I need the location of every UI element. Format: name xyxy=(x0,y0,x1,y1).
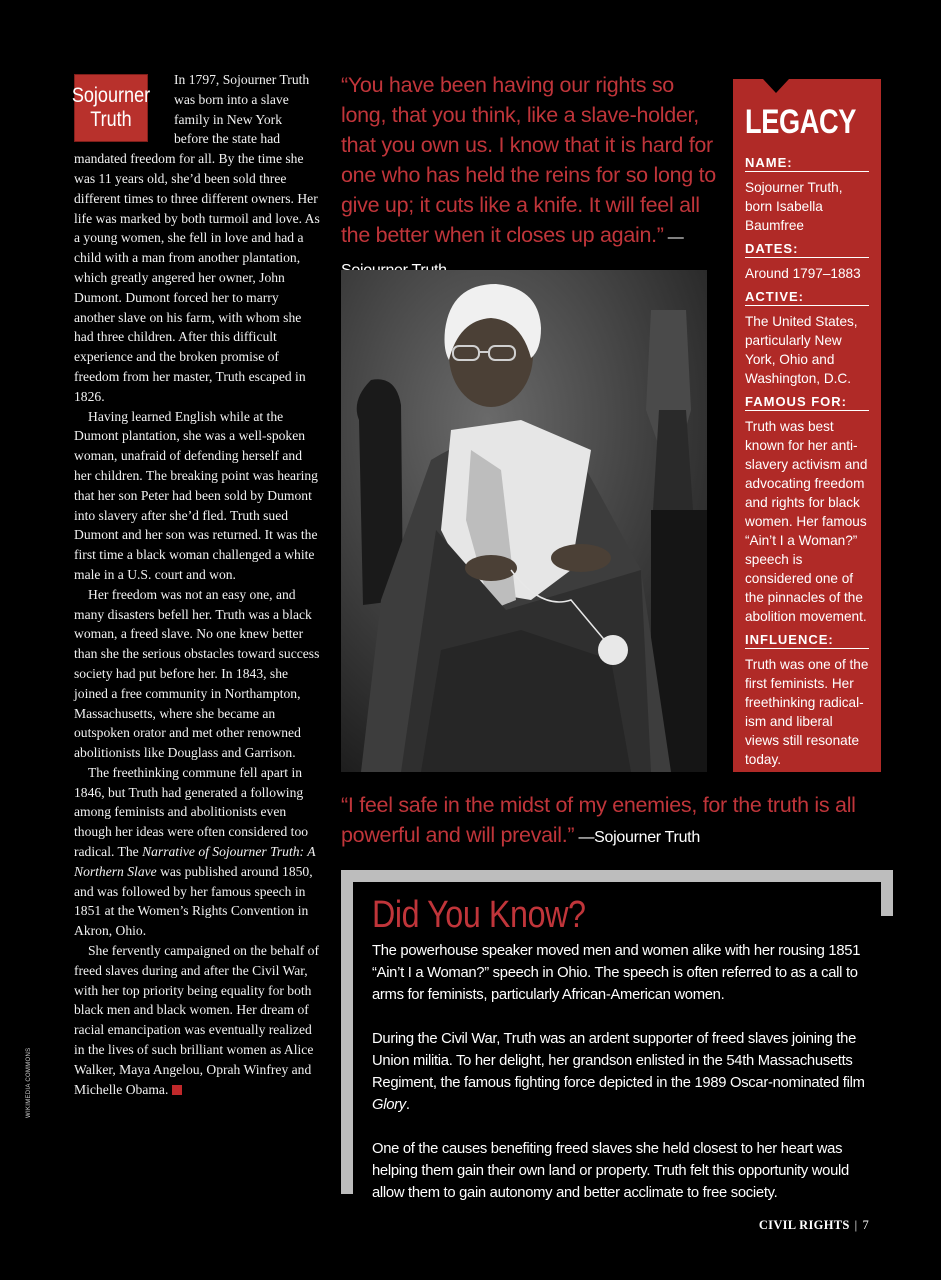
portrait-illustration xyxy=(341,270,707,772)
p4-text: was published around 1850, and was followed by her famous speech in 1851 at the Women’s Rights Convention in Akron, Ohio. xyxy=(74,863,313,939)
dyk-paragraph xyxy=(372,1028,877,1116)
legacy-label-influence: INFLUENCE: xyxy=(745,632,869,649)
dyk-text: . xyxy=(405,1097,410,1113)
article-paragraph: Having learned English while at the Dumont plantation, she was a well-spoken woman, unafraid of defending herself and her children. The breaking point was hearing that her son Peter had been sold by Dumont into slavery after she’d fled. Truth sued Dumont and her son was returned. It was the first time a black woman challenged a white male in a U.S. court and won. xyxy=(74,408,318,582)
article-paragraph: In 1797, Sojourner Truth was born into a slave family in New York before the state had mandated freedom for all. By the time she was 11 years old, she’d been sold three different times to three different owners. Her life was marked by both turmoil and love. As a young women, she fell in love and had a child with a man from another plantation, which greatly angered her owner, John Dumont. Dumont forced her to marry another slave on his farm, with whom she had three children. After this difficult experience and the broken promise of freedom from her master, Truth escaped in 1826. xyxy=(74,72,320,404)
did-you-know-box xyxy=(372,890,877,1204)
legacy-notch xyxy=(763,79,789,93)
pull-quote-2 xyxy=(341,790,901,853)
quote-attribution: — xyxy=(667,229,684,246)
page-number: 7 xyxy=(862,1218,869,1232)
legacy-sidebar xyxy=(733,79,881,772)
end-mark-icon xyxy=(172,1085,182,1095)
book-title: Narrative of Sojourner Truth: A Northern Slave xyxy=(74,844,316,879)
quote-text: “I feel safe in the midst of my enemies, for the truth is all powerful and will prevail.” xyxy=(341,793,856,847)
legacy-value-active: The United States, particularly New York, Ohio and Washington, D.C. xyxy=(745,314,858,386)
legacy-title: LEGACY xyxy=(745,103,856,141)
legacy-value-dates: Around 1797–1883 xyxy=(745,266,861,281)
footer-section: CIVIL RIGHTS xyxy=(758,1218,850,1232)
dyk-paragraph: The powerhouse speaker moved men and women alike with her rousing 1851 “Ain’t I a Woman?” speech in Ohio. The speech is often referred to as a call to arms for feminists, particularly African-American women. xyxy=(372,943,861,1003)
p4-text: The freethinking commune fell apart in 1846, but Truth had generated a following among feminists and abolitionists even though her ideas were often considered too radical. The xyxy=(74,764,309,860)
article-paragraph xyxy=(74,941,320,1099)
dyk-paragraph: One of the causes benefiting freed slaves she held closest to her heart was helping them gain their own land or property. Truth felt this opportunity would allow them to gain autonomy and better acclimate to free society. xyxy=(372,1141,849,1201)
legacy-value-famous: Truth was best known for her anti-slavery activism and advocating freedom and rights for black women. Her famous “Ain’t I a Woman?” speech is considered one of the pinnacles of the abolition movement. xyxy=(745,419,868,624)
legacy-label-famous: FAMOUS FOR: xyxy=(745,394,869,411)
p5-text: She fervently campaigned on the behalf of freed slaves during and after the Civil War, with her top priority being equality for both black men and black women. Her dream of racial emancipation was eventually realized in the lives of such brilliant women as Alice Walker, Maya Angelou, Oprah Winfrey and Michelle Obama. xyxy=(74,943,320,1097)
pull-quote-1 xyxy=(341,70,721,286)
portrait-photo xyxy=(341,270,707,772)
footer-separator: | xyxy=(854,1218,858,1232)
quote-attribution: —Sojourner Truth xyxy=(574,829,700,846)
page-footer xyxy=(759,1218,869,1233)
photo-credit: WIKIMEDIA COMMONS xyxy=(26,1047,32,1118)
legacy-label-name: NAME: xyxy=(745,155,869,172)
did-you-know-title: Did You Know? xyxy=(372,894,586,936)
film-title: Glory xyxy=(372,1097,406,1113)
article-paragraph xyxy=(74,763,320,941)
section-tag: Sojourner Truth xyxy=(74,74,148,142)
legacy-label-dates: DATES: xyxy=(745,241,869,258)
legacy-value-name: Sojourner Truth, born Isabella Baumfree xyxy=(745,180,843,233)
legacy-label-active: ACTIVE: xyxy=(745,289,869,306)
article-paragraph: Her freedom was not an easy one, and many disasters befell her. Truth was a black woman, a freed slave. No one knew better than she the serious obstacles toward success society had put before her. In 1843, she joined a free community in Northampton, Massachusetts, where she became an outspoken orator and met other renowned abolitionists like Douglass and Garrison. xyxy=(74,586,320,761)
quote-text: “You have been having our rights so long, that you think, like a slave-holder, that you own us. I know that it is hard for one who has held the reins for so long to give up; it cuts like a knife. It will feel all the better when it closes up again.” xyxy=(341,73,716,247)
dyk-text: During the Civil War, Truth was an ardent supporter of freed slaves joining the Union militia. To her delight, her grandson enlisted in the 54th Massachusetts Regiment, the famous fighting force depicted in the 1989 Oscar-nominated film xyxy=(372,1031,865,1091)
legacy-value-influence: Truth was one of the first feminists. Her freethinking radical-ism and liberal views still resonate today. xyxy=(745,657,869,767)
article-body xyxy=(71,70,320,1099)
